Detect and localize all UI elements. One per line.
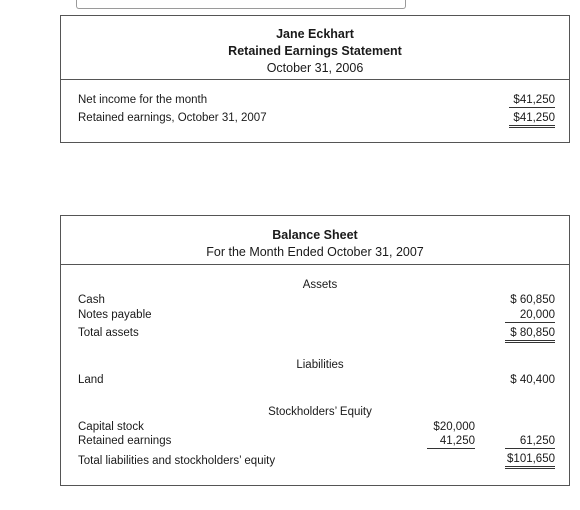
statement-title: Retained Earnings Statement	[228, 44, 402, 58]
liability-amount: $ 40,400	[510, 374, 555, 386]
assets-heading: Assets	[302, 279, 338, 291]
equity-inner-amount: 41,250	[427, 434, 475, 449]
row-label: Net income for the month	[78, 94, 208, 106]
statement-date: October 31, 2006	[266, 61, 364, 75]
equity-inner-amount: $20,000	[433, 421, 475, 433]
previous-table-edge	[76, 0, 406, 9]
balance-sheet-period: For the Month Ended October 31, 2007	[206, 245, 424, 259]
retained-earnings-statement	[60, 15, 570, 143]
equity-label: Capital stock	[78, 421, 144, 433]
company-name: Jane Eckhart	[276, 27, 354, 41]
asset-amount: $ 80,850	[505, 326, 555, 343]
liabilities-heading: Liabilities	[296, 359, 344, 371]
total-amount: $101,650	[505, 452, 555, 469]
total-label: Total liabilities and stockholders’ equity	[78, 455, 276, 467]
asset-amount: $ 60,850	[510, 294, 555, 306]
row-label: Retained earnings, October 31, 2007	[78, 112, 267, 124]
balance-sheet-header	[61, 216, 569, 265]
asset-label: Notes payable	[78, 309, 152, 321]
asset-label: Total assets	[78, 327, 139, 339]
balance-sheet-title: Balance Sheet	[272, 228, 358, 242]
statement-header	[61, 16, 569, 80]
equity-label: Retained earnings	[78, 435, 172, 447]
row-amount: $41,250	[509, 93, 555, 108]
asset-amount: 20,000	[505, 308, 555, 323]
balance-sheet	[60, 215, 570, 486]
row-amount: $41,250	[509, 111, 555, 128]
liability-label: Land	[78, 374, 104, 386]
asset-label: Cash	[78, 294, 105, 306]
equity-heading: Stockholders’ Equity	[268, 406, 372, 418]
equity-amount: 61,250	[505, 434, 555, 449]
